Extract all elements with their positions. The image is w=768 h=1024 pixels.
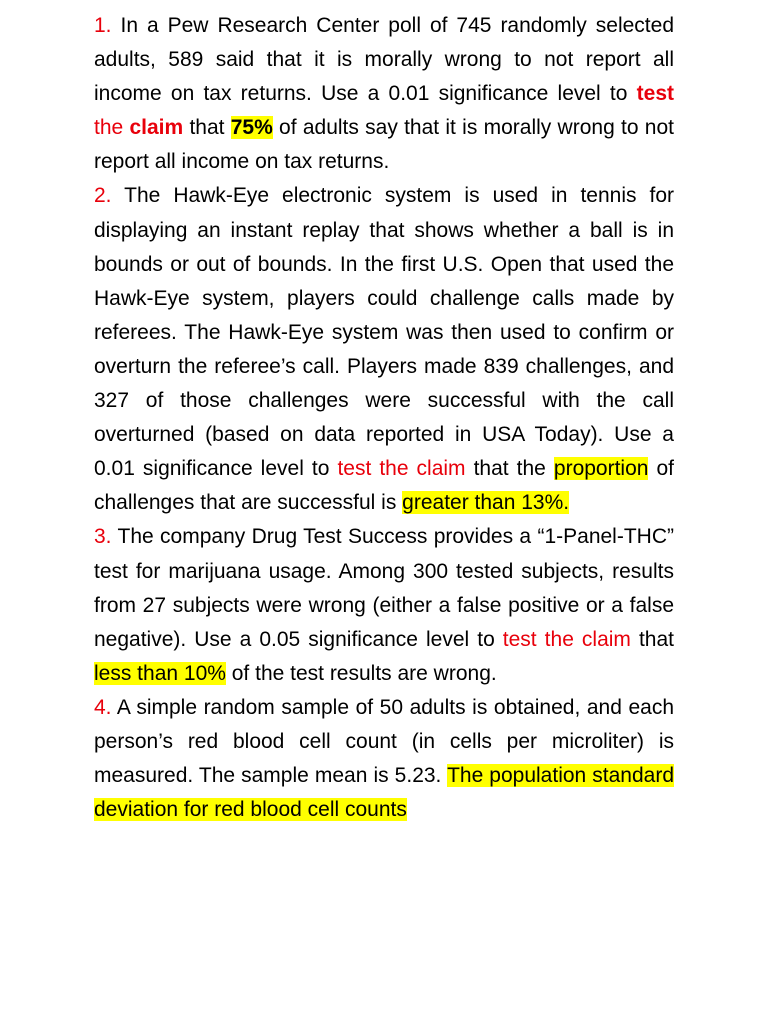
problem-number: 2. — [94, 184, 112, 208]
emphasis-test: test — [636, 82, 674, 106]
problem-text: The company Drug Test Success provides a “1-Panel-THC” test for marijuana usage. Among 300 tested subjects, results from 27 subjects were wrong (either a false positive or a false negative). Use a 0.05 significance level to — [94, 525, 674, 651]
problem-4 — [94, 691, 674, 827]
problem-text: that — [183, 116, 231, 140]
problem-text: of the test results are wrong. — [225, 661, 497, 685]
problem-text: The Hawk-Eye electronic system is used in tennis for displaying an instant replay that shows whether a ball is in bounds or out of bounds. In the first U.S. Open that used the Hawk-Eye system, players could challenge calls made by referees. The Hawk-Eye system was then used to confirm or overturn the referee’s call. Players made 839 challenges, and 327 of those challenges were successful with the call overturned (based on data reported in USA Today). Use a 0.01 significance level to — [94, 184, 674, 481]
document-text — [94, 9, 674, 827]
emphasis-claim: claim — [129, 116, 184, 140]
problem-text: In a Pew Research Center poll of 745 randomly selected adults, 589 said that it is morally wrong to not report all income on tax returns. Use a 0.01 significance level to — [94, 14, 674, 106]
highlighted-population-sd: The population standard deviation for red blood cell counts — [94, 764, 674, 822]
problem-text: of challenges that are successful is — [94, 457, 674, 515]
problem-text: that the — [465, 457, 554, 481]
problem-number: 4. — [94, 695, 112, 719]
problem-text: A simple random sample of 50 adults is obtained, and each person’s red blood cell count (in cells per microliter) is measured. The sample mean is 5.23. — [94, 695, 674, 788]
problem-text: of adults say that it is morally wrong to not report all income on tax returns. — [94, 116, 674, 174]
emphasis-test-the-claim: test the claim — [502, 627, 631, 651]
problem-number: 3. — [94, 525, 112, 549]
problem-number: 1. — [94, 14, 112, 37]
highlighted-claim-value: greater than 13%. — [402, 491, 570, 515]
problem-3 — [94, 520, 674, 690]
emphasis-the: the — [94, 116, 130, 140]
highlighted-claim-value: less than 10% — [94, 661, 226, 685]
highlighted-proportion: proportion — [553, 457, 649, 481]
problem-1 — [94, 9, 674, 179]
highlighted-claim-value: 75% — [230, 116, 273, 140]
problem-2 — [94, 179, 674, 520]
problem-text: that — [630, 627, 674, 651]
emphasis-test-the-claim: test the claim — [337, 457, 466, 481]
